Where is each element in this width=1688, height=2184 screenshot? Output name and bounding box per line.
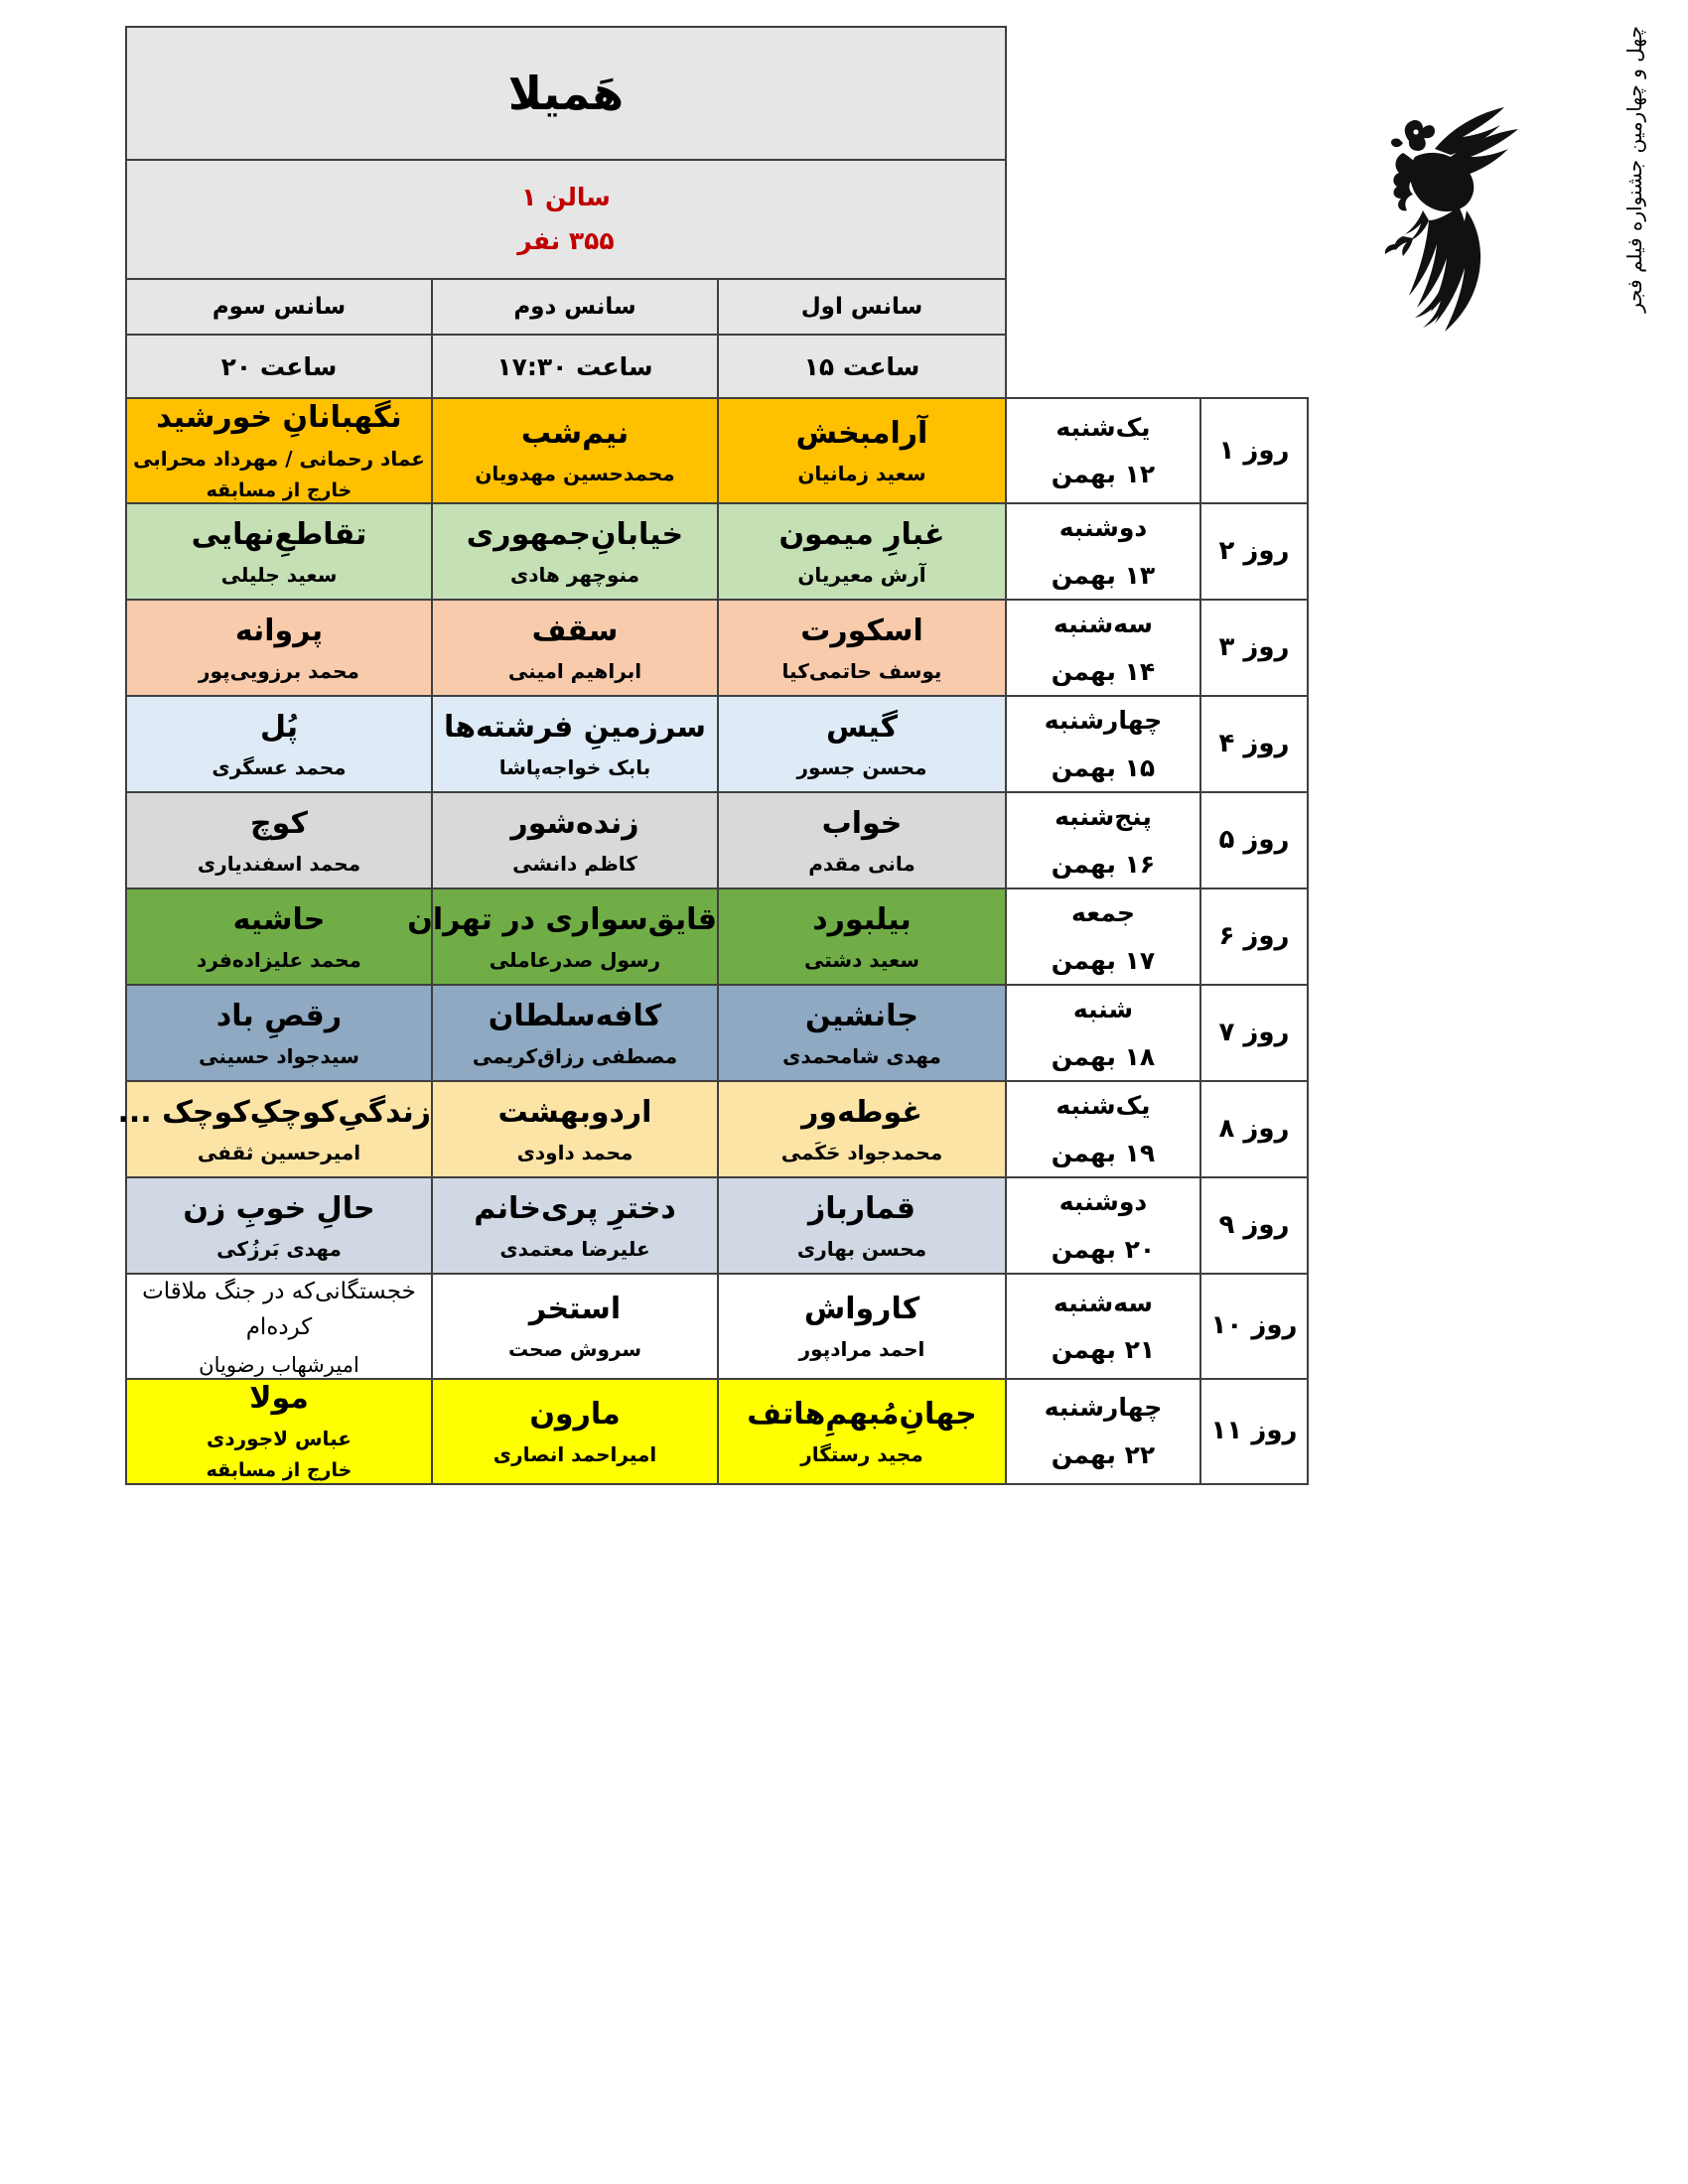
film-cell[interactable] bbox=[718, 503, 1006, 600]
session-label-row bbox=[126, 279, 1308, 335]
film-director: عباس لاجوردی bbox=[207, 1427, 352, 1451]
film-cell[interactable] bbox=[718, 1379, 1006, 1484]
day-number-cell: روز ۱ bbox=[1200, 398, 1308, 503]
film-title: قایق‌سواری در تهران bbox=[407, 901, 717, 937]
date-label: ۱۹ بهمن bbox=[1051, 1138, 1156, 1167]
session-label-1: سانس اول bbox=[718, 279, 1006, 335]
film-director: علیرضا معتمدی bbox=[499, 1237, 650, 1261]
schedule-row bbox=[126, 1274, 1308, 1379]
film-cell[interactable] bbox=[432, 398, 718, 503]
film-cell[interactable] bbox=[718, 888, 1006, 985]
session-label-3: سانس سوم bbox=[126, 279, 432, 335]
session-time-3: ساعت ۲۰ bbox=[126, 335, 432, 398]
hall-capacity-block bbox=[126, 160, 1006, 279]
date-label: ۱۵ بهمن bbox=[1051, 752, 1156, 782]
film-title: دخترِ پری‌خانم bbox=[474, 1190, 676, 1226]
film-director: مجید رستگار bbox=[800, 1442, 923, 1467]
film-director: مصطفی رزاق‌کریمی bbox=[472, 1044, 678, 1068]
simorgh-logo-box bbox=[1309, 26, 1597, 391]
day-number-cell: روز ۱۰ bbox=[1200, 1274, 1308, 1379]
day-number-cell: روز ۳ bbox=[1200, 600, 1308, 696]
film-director: ابراهیم امینی bbox=[507, 659, 642, 683]
weekday-label: دوشنبه bbox=[1058, 1187, 1148, 1217]
hall-title-row bbox=[126, 27, 1308, 160]
film-director: امیراحمد انصاری bbox=[492, 1442, 657, 1467]
date-label: ۲۱ بهمن bbox=[1051, 1335, 1156, 1365]
festival-banner bbox=[1599, 26, 1670, 393]
film-director: منوچهر هادی bbox=[509, 563, 640, 587]
film-title: حالِ خوبِ زن bbox=[183, 1190, 375, 1226]
film-title: پُل bbox=[259, 709, 298, 745]
film-cell[interactable] bbox=[718, 696, 1006, 792]
film-title: نگهبانانِ خورشید bbox=[156, 400, 402, 435]
film-cell[interactable] bbox=[126, 696, 432, 792]
date-label: ۱۲ بهمن bbox=[1051, 460, 1156, 489]
film-title: کوچ bbox=[250, 805, 308, 841]
film-cell[interactable] bbox=[126, 888, 432, 985]
film-cell[interactable] bbox=[126, 792, 432, 888]
schedule-row bbox=[126, 1081, 1308, 1177]
day-number-cell: روز ۸ bbox=[1200, 1081, 1308, 1177]
film-cell[interactable] bbox=[718, 1177, 1006, 1274]
film-title: تقاطعِ‌نهایی bbox=[191, 516, 367, 552]
film-director: سعید دشتی bbox=[804, 948, 919, 972]
film-cell[interactable] bbox=[432, 1081, 718, 1177]
film-title: جهانِ‌مُبهمِ‌هاتف bbox=[747, 1396, 977, 1432]
film-director: سعید زمانیان bbox=[797, 462, 926, 486]
schedule-row bbox=[126, 888, 1308, 985]
film-title: آرامبخش bbox=[795, 415, 928, 451]
film-cell[interactable] bbox=[432, 1274, 718, 1379]
film-cell[interactable] bbox=[718, 1274, 1006, 1379]
film-note: خارج از مسابقه bbox=[206, 1459, 352, 1482]
film-director: مهدی بَرزُکی bbox=[216, 1237, 342, 1261]
schedule-row bbox=[126, 696, 1308, 792]
film-title: غوطه‌ور bbox=[801, 1094, 922, 1130]
film-note: خارج از مسابقه bbox=[206, 478, 352, 501]
date-cell bbox=[1006, 1379, 1200, 1484]
film-director: محمد اسفندیاری bbox=[197, 852, 361, 876]
hall-info-row bbox=[126, 160, 1308, 279]
weekday-label: سه‌شنبه bbox=[1054, 610, 1153, 639]
date-label: ۱۶ بهمن bbox=[1051, 849, 1156, 879]
header-spacer-day-2 bbox=[1200, 160, 1308, 279]
weekday-label: سه‌شنبه bbox=[1054, 1288, 1153, 1317]
film-title: کافه‌سلطان bbox=[488, 998, 662, 1033]
weekday-label: جمعه bbox=[1070, 898, 1136, 928]
date-cell bbox=[1006, 503, 1200, 600]
day-number-cell: روز ۵ bbox=[1200, 792, 1308, 888]
weekday-label: چهارشنبه bbox=[1044, 706, 1163, 736]
screening-schedule-table bbox=[117, 26, 1309, 1485]
film-director: محسن جسور bbox=[796, 755, 927, 779]
film-director: یوسف حاتمی‌کیا bbox=[781, 659, 942, 683]
header-spacer-date-3 bbox=[1006, 279, 1200, 335]
film-director: آرش معیریان bbox=[797, 563, 926, 587]
film-title: خواب bbox=[821, 805, 903, 841]
weekday-label: یک‌شنبه bbox=[1055, 1091, 1151, 1121]
session-label-2: سانس دوم bbox=[432, 279, 718, 335]
date-cell bbox=[1006, 398, 1200, 503]
weekday-label: یک‌شنبه bbox=[1055, 412, 1151, 442]
film-cell[interactable] bbox=[432, 503, 718, 600]
film-title: مولا bbox=[249, 1380, 309, 1416]
film-title: اردوبهشت bbox=[497, 1094, 652, 1130]
film-cell[interactable] bbox=[718, 398, 1006, 503]
film-director: مانی مقدم bbox=[808, 852, 915, 876]
film-title: جانشین bbox=[805, 998, 918, 1033]
day-number-cell: روز ۷ bbox=[1200, 985, 1308, 1081]
film-director: سعید جلیلی bbox=[220, 563, 338, 587]
date-label: ۱۸ بهمن bbox=[1051, 1041, 1156, 1071]
date-cell bbox=[1006, 1177, 1200, 1274]
film-title: اسکورت bbox=[800, 613, 923, 648]
film-title: خیابانِ‌جمهوری bbox=[466, 516, 684, 552]
film-title: زندگیِ‌کوچکِ‌کوچک ... bbox=[117, 1094, 431, 1130]
film-cell[interactable] bbox=[432, 1379, 718, 1484]
film-cell[interactable] bbox=[126, 398, 432, 503]
film-cell[interactable] bbox=[432, 985, 718, 1081]
weekday-label: دوشنبه bbox=[1058, 513, 1148, 543]
schedule-row bbox=[126, 1379, 1308, 1484]
header-spacer-date-2 bbox=[1006, 160, 1200, 279]
film-director: محمد برزویی‌پور bbox=[199, 659, 359, 683]
festival-banner-text: چهل و چهارمین جشنواره فیلم فجر bbox=[1622, 26, 1646, 313]
film-title: گیس bbox=[825, 709, 899, 745]
schedule-row bbox=[126, 600, 1308, 696]
weekday-label: شنبه bbox=[1072, 995, 1134, 1024]
day-number-cell: روز ۶ bbox=[1200, 888, 1308, 985]
film-director: بابک خواجه‌پاشا bbox=[498, 755, 651, 779]
film-cell[interactable] bbox=[126, 600, 432, 696]
session-time-1: ساعت ۱۵ bbox=[718, 335, 1006, 398]
film-title: غبارِ میمون bbox=[778, 516, 945, 552]
film-director: عماد رحمانی / مهرداد محرابی bbox=[133, 446, 425, 471]
film-cell[interactable] bbox=[117, 1081, 432, 1177]
film-director: محمد عسگری bbox=[211, 755, 347, 779]
film-director: امیرحسین ثقفی bbox=[197, 1141, 361, 1164]
film-cell[interactable] bbox=[718, 792, 1006, 888]
date-cell bbox=[1006, 888, 1200, 985]
film-director: سروش صحت bbox=[507, 1337, 641, 1362]
simorgh-phoenix-icon bbox=[1373, 79, 1532, 338]
film-cell[interactable] bbox=[126, 503, 432, 600]
film-director: احمد مرادپور bbox=[798, 1337, 925, 1362]
film-title: سقف bbox=[531, 613, 619, 648]
film-director: امیرشهاب رضویان bbox=[199, 1352, 359, 1377]
film-title: مارون bbox=[529, 1396, 621, 1432]
date-label: ۲۰ بهمن bbox=[1051, 1234, 1156, 1264]
date-cell bbox=[1006, 792, 1200, 888]
film-cell[interactable] bbox=[126, 1177, 432, 1274]
film-director: محمد داودی bbox=[516, 1141, 633, 1164]
film-cell[interactable] bbox=[407, 888, 718, 985]
session-time-2: ساعت ۱۷:۳۰ bbox=[432, 335, 718, 398]
header-spacer-day-4 bbox=[1200, 335, 1308, 398]
date-cell bbox=[1006, 600, 1200, 696]
film-cell[interactable] bbox=[432, 600, 718, 696]
header-spacer-day-3 bbox=[1200, 279, 1308, 335]
header-spacer-day bbox=[1200, 27, 1308, 160]
film-director: محمدحسین مهدویان bbox=[475, 462, 675, 486]
date-cell bbox=[1006, 1081, 1200, 1177]
day-number-cell: روز ۹ bbox=[1200, 1177, 1308, 1274]
session-time-row bbox=[126, 335, 1308, 398]
film-director: محمدجواد حَکَمی bbox=[780, 1141, 943, 1164]
film-director: سیدجواد حسینی bbox=[199, 1044, 359, 1068]
film-title: قمارباز bbox=[807, 1190, 916, 1226]
film-cell[interactable] bbox=[432, 792, 718, 888]
date-label: ۲۲ بهمن bbox=[1051, 1439, 1156, 1469]
schedule-row bbox=[126, 503, 1308, 600]
film-title: کارواش bbox=[803, 1291, 920, 1326]
weekday-label: پنج‌شنبه bbox=[1055, 802, 1152, 832]
film-title: بیلبورد bbox=[812, 901, 912, 937]
hall-capacity: ۳۵۵ نفر bbox=[517, 226, 615, 255]
date-label: ۱۴ بهمن bbox=[1051, 656, 1156, 686]
weekday-label: چهارشنبه bbox=[1044, 1393, 1163, 1423]
film-title: سرزمینِ فرشته‌ها bbox=[443, 709, 706, 745]
day-number-cell: روز ۲ bbox=[1200, 503, 1308, 600]
date-cell bbox=[1006, 696, 1200, 792]
film-director: کاظم دانشی bbox=[512, 852, 637, 876]
film-cell[interactable] bbox=[718, 985, 1006, 1081]
film-director: رسول صدرعاملی bbox=[489, 948, 661, 972]
film-title: حاشیه bbox=[232, 901, 326, 937]
date-label: ۱۷ بهمن bbox=[1051, 945, 1156, 975]
schedule-row bbox=[126, 1177, 1308, 1274]
day-number-cell: روز ۱۱ bbox=[1200, 1379, 1308, 1484]
film-cell[interactable] bbox=[126, 1379, 432, 1484]
film-cell[interactable] bbox=[432, 1177, 718, 1274]
date-label: ۱۳ بهمن bbox=[1051, 560, 1156, 590]
day-number-cell: روز ۴ bbox=[1200, 696, 1308, 792]
header-spacer-date-4 bbox=[1006, 335, 1200, 398]
film-cell[interactable] bbox=[126, 1274, 432, 1379]
schedule-row bbox=[126, 792, 1308, 888]
header-spacer-date bbox=[1006, 27, 1200, 160]
schedule-row bbox=[126, 985, 1308, 1081]
film-director: محسن بهاری bbox=[796, 1237, 927, 1261]
date-cell bbox=[1006, 1274, 1200, 1379]
film-title: پروانه bbox=[234, 613, 324, 648]
film-cell[interactable] bbox=[126, 985, 432, 1081]
film-cell[interactable] bbox=[718, 600, 1006, 696]
film-director: مهدی شامحمدی bbox=[782, 1044, 941, 1068]
film-title: خجستگانی‌که در جنگ ملاقات کرده‌ام bbox=[142, 1279, 416, 1340]
film-title: زنده‌شور bbox=[510, 805, 639, 841]
hall-salon: سالن ۱ bbox=[521, 183, 611, 212]
hall-name: هَمیلا bbox=[126, 27, 1006, 160]
date-cell bbox=[1006, 985, 1200, 1081]
film-title: نیم‌شب bbox=[520, 415, 630, 451]
film-title: رقصِ باد bbox=[215, 998, 343, 1033]
film-director: محمد علیزاده‌فرد bbox=[197, 948, 361, 972]
film-cell[interactable] bbox=[432, 696, 718, 792]
schedule-row bbox=[126, 398, 1308, 503]
film-cell[interactable] bbox=[718, 1081, 1006, 1177]
film-title: استخر bbox=[528, 1291, 622, 1326]
